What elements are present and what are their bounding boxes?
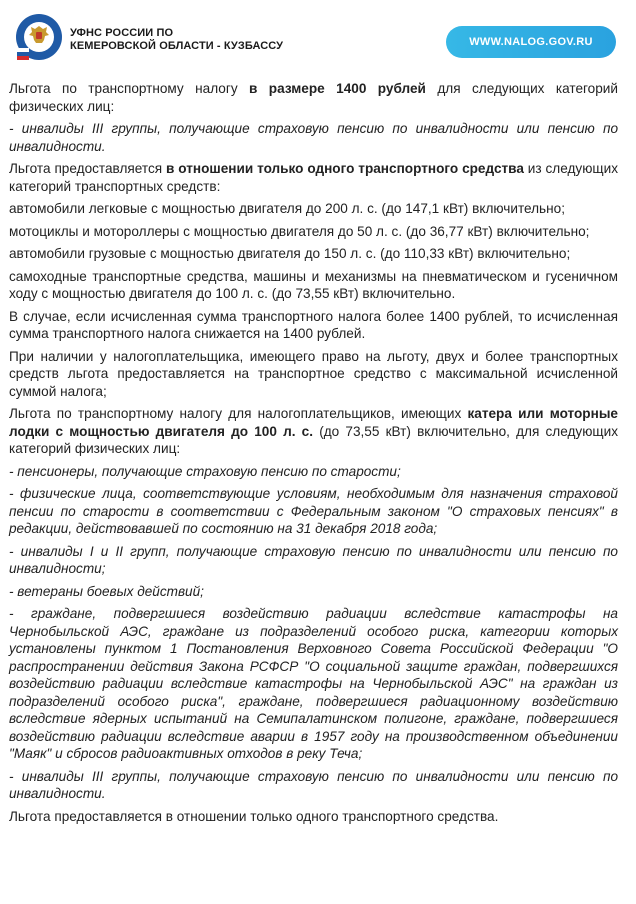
paragraph-pre-pension: - физические лица, соответствующие условиям, необходимым для назначения страховой пенсии по старости в соответствии с Федеральным законом "О страховых пенсиях" в редакции, действовавшей по состоянию на 31 декабря 2018 года; bbox=[9, 486, 618, 536]
paragraph-disabled-3rd-group-boats: - инвалиды III группы, получающие страховую пенсию по инвалидности или пенсию по инвалидности. bbox=[9, 768, 618, 801]
page-header bbox=[0, 0, 636, 72]
paragraph-pensioners: - пенсионеры, получающие страховую пенсию по старости; bbox=[9, 463, 401, 479]
paragraph-one-vehicle: Льгота предоставляется в отношении только одного транспортного средства из следующих категорий транспортных средств: bbox=[9, 161, 619, 194]
org-name-line2: КЕМЕРОВСКОЙ ОБЛАСТИ - КУЗБАССУ bbox=[70, 40, 284, 52]
paragraph-trucks: автомобили грузовые с мощностью двигателя до 150 л. с. (до 110,33 кВт) включительно; bbox=[9, 246, 571, 261]
paragraph-self-propelled: самоходные транспортные средства, машины и механизмы на пневматическом и гусеничном ходу с мощностью двигателя до 100 л. с. (до 73,55 кВт) включительно. bbox=[9, 268, 618, 301]
paragraph-cars: автомобили легковые с мощностью двигателя до 200 л. с. (до 147,1 кВт) включительно; bbox=[9, 201, 565, 216]
paragraph-tax-reduction: В случае, если исчисленная сумма транспортного налога более 1400 рублей, то исчисленная сумма транспортного налога снижается на 1400 рублей. bbox=[9, 308, 618, 341]
paragraph-multiple-vehicles: При наличии у налогоплательщика, имеющего право на льготу, двух и более транспортных средств льгота предоставляется на транспортное средство с максимальной исчисленной суммой налога; bbox=[9, 348, 618, 399]
fns-emblem-icon bbox=[14, 12, 64, 64]
paragraph-radiation-victims: - граждане, подвергшиеся воздействию радиации вследствие катастрофы на Чернобыльской АЭС, граждане из подразделений особого риска, категории которых установлены пунктом 1 Постановления Верховного Совета Российской Федерации "О распространении действия Закона РСФСР "О социальной защите граждан, подвергшихся воздействию радиации вследствие катастрофы на Чернобыльской АЭС" на граждан из подразделений особого риска", граждане, подвергшиеся радиационному воздействию вследствие ядерных испытаний на Семипалатинском полигоне, граждане, подвергшиеся воздействию радиации вследствие аварии в 1957 году на производственном объединении "Маяк" и сбросов радиоактивных отходов в реку Теча; bbox=[9, 606, 618, 761]
paragraph-boats-benefit: Льгота по транспортному налогу для налогоплательщиков, имеющих катера или моторные лодки с мощностью двигателя до 100 л. с. (до 73,55 кВт) включительно, для следующих категорий физических лиц: bbox=[9, 406, 619, 456]
paragraph-motorcycles: мотоциклы и мотороллеры с мощностью двигателя до 50 л. с. (до 36,77 кВт) включительно; bbox=[9, 223, 590, 239]
paragraph-disabled-1-2-group: - инвалиды I и II групп, получающие страховую пенсию по инвалидности или пенсию по инвалидности; bbox=[9, 543, 618, 576]
paragraph-benefit-1400: Льгота по транспортному налогу в размере 1400 рублей для следующих категорий физических лиц: bbox=[9, 81, 618, 114]
paragraph-disabled-3rd-group: - инвалиды III группы, получающие страховую пенсию по инвалидности или пенсию по инвалидности. bbox=[9, 121, 618, 154]
organization-name bbox=[70, 27, 283, 53]
paragraph-veterans: - ветераны боевых действий; bbox=[9, 583, 204, 599]
website-link-button[interactable]: WWW.NALOG.GOV.RU bbox=[446, 26, 616, 58]
document-body bbox=[9, 80, 618, 830]
paragraph-one-vehicle-note: Льгота предоставляется в отношении только одного транспортного средства. bbox=[9, 808, 499, 824]
org-name-line1: УФНС РОССИИ ПО bbox=[70, 27, 174, 39]
